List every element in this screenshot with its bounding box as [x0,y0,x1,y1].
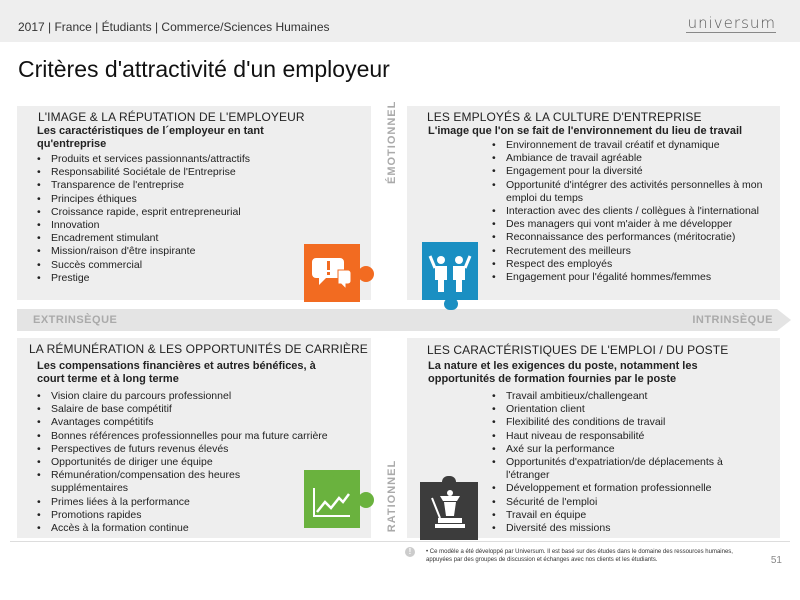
list-item: • Recrutement des meilleurs [492,245,774,258]
panel-subtitle: Les caractéristiques de l´employeur en tant qu'entreprise [37,125,264,150]
horizontal-axis [17,309,777,331]
axis-label-extrinsic: EXTRINSÈQUE [33,314,118,326]
list-item: • Principes éthiques [37,193,317,206]
list-item: • Accès à la formation continue [37,522,347,535]
footer-divider [10,541,790,542]
list-item: • Mission/raison d'être inspirante [37,245,317,258]
list-item: • Succès commercial [37,259,317,272]
list-item: • Encadrement stimulant [37,232,317,245]
list-item: • Respect des employés [492,258,774,271]
list-item: • Développement et formation professionnelle [492,482,752,495]
list-item: • Primes liées à la performance [37,496,347,509]
list-item: • Opportunités d'expatriation/de déplacements à l'étranger [492,456,752,482]
panel-title: LES CARACTÉRISTIQUES DE L'EMPLOI / DU POSTE [427,343,729,357]
list-item: • Travail ambitieux/challengeant [492,390,752,403]
list-item: • Croissance rapide, esprit entrepreneurial [37,206,317,219]
universum-logo: universum [687,14,776,32]
list-item: • Innovation [37,219,317,232]
list-item: • Sécurité de l'emploi [492,496,752,509]
list-item: • Travail en équipe [492,509,752,522]
panel-subtitle: La nature et les exigences du poste, notamment les opportunités de formation fournies par le poste [428,360,698,385]
panel-title: LA RÉMUNÉRATION & LES OPPORTUNITÉS DE CARRIÈRE [29,342,368,356]
list-item: • Axé sur la performance [492,443,752,456]
list-item: • Des managers qui vont m'aider à me développer [492,218,774,231]
list-item: • Perspectives de futurs revenus élevés [37,443,347,456]
panel-subtitle: Les compensations financières et autres bénéfices, à court terme et à long terme [37,360,316,385]
panel-subtitle: L'image que l'on se fait de l'environnement du lieu de travail [428,125,743,137]
breadcrumb: 2017 | France | Étudiants | Commerce/Sciences Humaines [18,20,330,34]
list-item: • Engagement pour l'égalité hommes/femmes [492,271,774,284]
list-item: • Engagement pour la diversité [492,165,774,178]
page-number: 51 [770,555,782,566]
list-item: • Bonnes références professionnelles pour ma future carrière [37,430,347,443]
criteria-list [37,390,347,535]
list-item: • Salaire de base compétitif [37,403,347,416]
footnote: • Ce modèle a été développé par Universum. Il est basé sur des études dans le domaine des ressources humaines, appuyées par des groupes de discussion et échanges avec nos clients et les étudiants. [426,549,733,563]
criteria-list [492,390,752,535]
axis-label-emotional: ÉMOTIONNEL [386,100,398,184]
list-item: • Prestige [37,272,317,285]
panel-title: LES EMPLOYÉS & LA CULTURE D'ENTREPRISE [427,110,702,124]
list-item: • Rémunération/compensation des heures supplémentaires [37,469,261,495]
list-item: • Produits et services passionnants/attractifs [37,153,317,166]
footnote-text: Ce modèle a été développé par Universum. Il est basé sur des études dans le domaine des ressources humaines, appuyées par des groupes de discussion et échanges avec nos clients et les étudiants. [426,549,733,563]
panel-title: L'IMAGE & LA RÉPUTATION DE L'EMPLOYEUR [38,110,305,124]
chess-piece-icon [420,476,480,540]
list-item: • Haut niveau de responsabilité [492,430,752,443]
people-icon [422,242,478,310]
growth-chart-icon [304,470,376,528]
list-item: • Opportunité d'intégrer des activités personnelles à mon emploi du temps [492,179,774,205]
info-icon: ! [405,547,415,557]
list-item: • Orientation client [492,403,752,416]
axis-label-intrinsic: INTRINSÈQUE [692,314,773,326]
speech-bubble-icon [304,244,374,302]
axis-label-rational: RATIONNEL [386,459,398,533]
list-item: • Vision claire du parcours professionnel [37,390,347,403]
list-item: • Avantages compétitifs [37,416,347,429]
criteria-list [37,153,317,285]
header-bar [0,0,800,42]
list-item: • Diversité des missions [492,522,752,535]
page-title: Critères d'attractivité d'un employeur [18,56,390,82]
axis-arrow-icon [777,309,791,331]
list-item: • Ambiance de travail agréable [492,152,774,165]
list-item: • Reconnaissance des performances (méritocratie) [492,231,774,244]
list-item: • Environnement de travail créatif et dynamique [492,139,774,152]
list-item: • Promotions rapides [37,509,347,522]
list-item: • Responsabilité Sociétale de l'Entreprise [37,166,317,179]
list-item: • Transparence de l'entreprise [37,179,317,192]
logo-underline [686,32,776,33]
list-item: • Interaction avec des clients / collègues à l'international [492,205,774,218]
list-item: • Opportunités de diriger une équipe [37,456,347,469]
criteria-list [492,139,774,284]
list-item: • Flexibilité des conditions de travail [492,416,752,429]
